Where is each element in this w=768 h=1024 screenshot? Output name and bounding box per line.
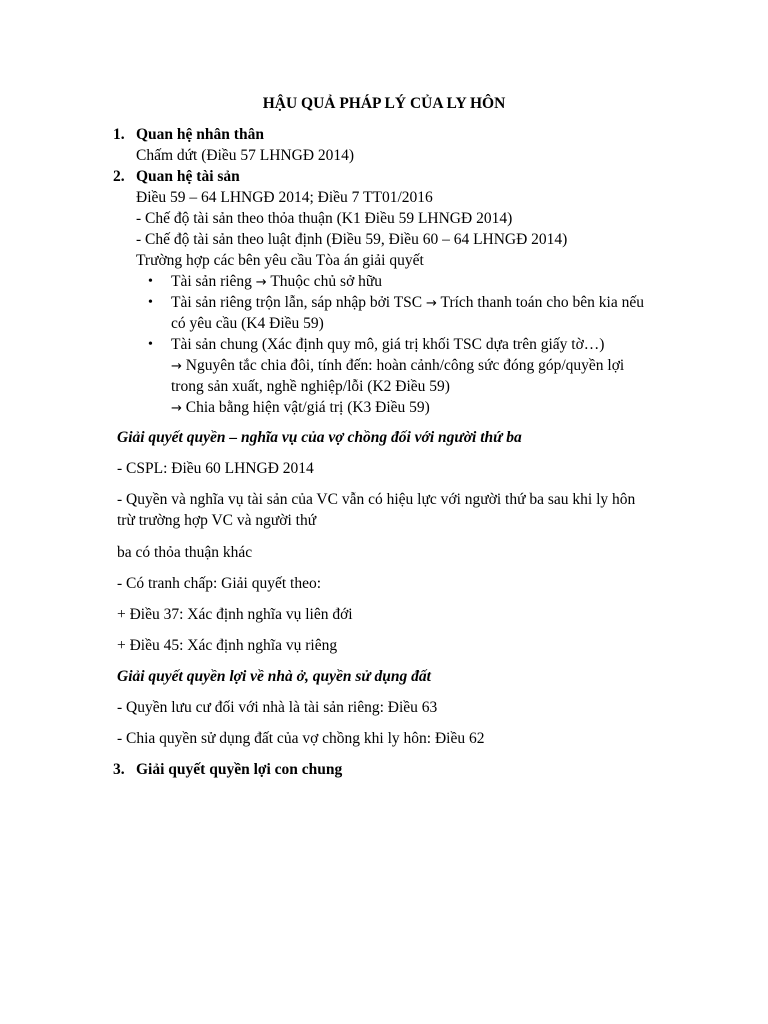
third-party-paragraph-1: - CSPL: Điều 60 LHNGĐ 2014 bbox=[117, 460, 314, 477]
bullet-3-sub-2-text: Chia bằng hiện vật/giá trị (K3 Điều 59) bbox=[185, 399, 430, 416]
third-party-paragraph-2-line-1: - Quyền và nghĩa vụ tài sản của VC vẫn có hiệu lực với người thứ ba sau khi ly hôn bbox=[117, 491, 636, 508]
section-2-line-1: Điều 59 – 64 LHNGĐ 2014; Điều 7 TT01/2016 bbox=[136, 189, 433, 206]
arrow-right-icon: → bbox=[171, 359, 182, 374]
section-1-body: Chấm dứt (Điều 57 LHNGĐ 2014) bbox=[136, 147, 355, 164]
bullet-3-sub-1-text: Nguyên tắc chia đôi, tính đến: hoàn cảnh/công sức đóng góp/quyền lợi bbox=[185, 357, 625, 374]
bullet-2-part-b: Trích thanh toán cho bên kia nếu bbox=[440, 294, 644, 311]
section-3-number: 3. bbox=[113, 761, 125, 778]
housing-paragraph-1: - Quyền lưu cư đối với nhà là tài sản riêng: Điều 63 bbox=[117, 699, 438, 716]
third-party-paragraph-3: ba có thỏa thuận khác bbox=[117, 544, 253, 561]
third-party-paragraph-5: + Điều 37: Xác định nghĩa vụ liên đới bbox=[117, 606, 353, 623]
arrow-right-icon: → bbox=[171, 401, 182, 416]
section-1-heading: Quan hệ nhân thân bbox=[136, 126, 264, 143]
section-3-heading: Giải quyết quyền lợi con chung bbox=[136, 761, 343, 778]
section-1-number: 1. bbox=[113, 126, 125, 143]
section-2-line-3: - Chế độ tài sản theo luật định (Điều 59, Điều 60 – 64 LHNGĐ 2014) bbox=[136, 231, 568, 248]
bullet-icon: • bbox=[148, 274, 153, 289]
bullet-1-part-a: Tài sản riêng bbox=[171, 273, 252, 290]
third-party-paragraph-2-line-2: trừ trường hợp VC và người thứ bbox=[117, 512, 317, 529]
third-party-paragraph-6: + Điều 45: Xác định nghĩa vụ riêng bbox=[117, 637, 338, 654]
bullet-2-continuation: có yêu cầu (K4 Điều 59) bbox=[171, 315, 324, 332]
section-2-line-4: Trường hợp các bên yêu cầu Tòa án giải quyết bbox=[136, 252, 424, 269]
bullet-2-part-a: Tài sản riêng trộn lẫn, sáp nhập bởi TSC bbox=[171, 294, 423, 311]
document-title: HẬU QUẢ PHÁP LÝ CỦA LY HÔN bbox=[262, 95, 506, 112]
bullet-icon: • bbox=[148, 337, 153, 352]
bullet-1-part-b: Thuộc chủ sở hữu bbox=[270, 273, 383, 290]
arrow-right-icon: → bbox=[255, 275, 267, 290]
bullet-2-text bbox=[171, 293, 644, 314]
section-2-line-2: - Chế độ tài sản theo thỏa thuận (K1 Điều 59 LHNGĐ 2014) bbox=[136, 210, 513, 227]
section-2-heading: Quan hệ tài sản bbox=[136, 168, 240, 185]
bullet-3-text: Tài sản chung (Xác định quy mô, giá trị khối TSC dựa trên giấy tờ…) bbox=[171, 336, 605, 353]
section-2-number: 2. bbox=[113, 168, 125, 185]
housing-paragraph-2: - Chia quyền sử dụng đất của vợ chồng khi ly hôn: Điều 62 bbox=[117, 730, 485, 747]
third-party-paragraph-4: - Có tranh chấp: Giải quyết theo: bbox=[117, 575, 322, 592]
bullet-3-sub-2 bbox=[171, 398, 430, 419]
arrow-right-icon: → bbox=[426, 296, 437, 311]
bullet-icon: • bbox=[148, 295, 153, 310]
third-party-heading: Giải quyết quyền – nghĩa vụ của vợ chồng đối với người thứ ba bbox=[117, 429, 522, 446]
bullet-1-text bbox=[171, 272, 382, 293]
housing-heading: Giải quyết quyền lợi về nhà ở, quyền sử dụng đất bbox=[117, 668, 431, 685]
bullet-3-sub-1-continuation: trong sản xuất, nghề nghiệp/lỗi (K2 Điều 59) bbox=[171, 378, 450, 395]
bullet-3-sub-1 bbox=[171, 356, 624, 377]
